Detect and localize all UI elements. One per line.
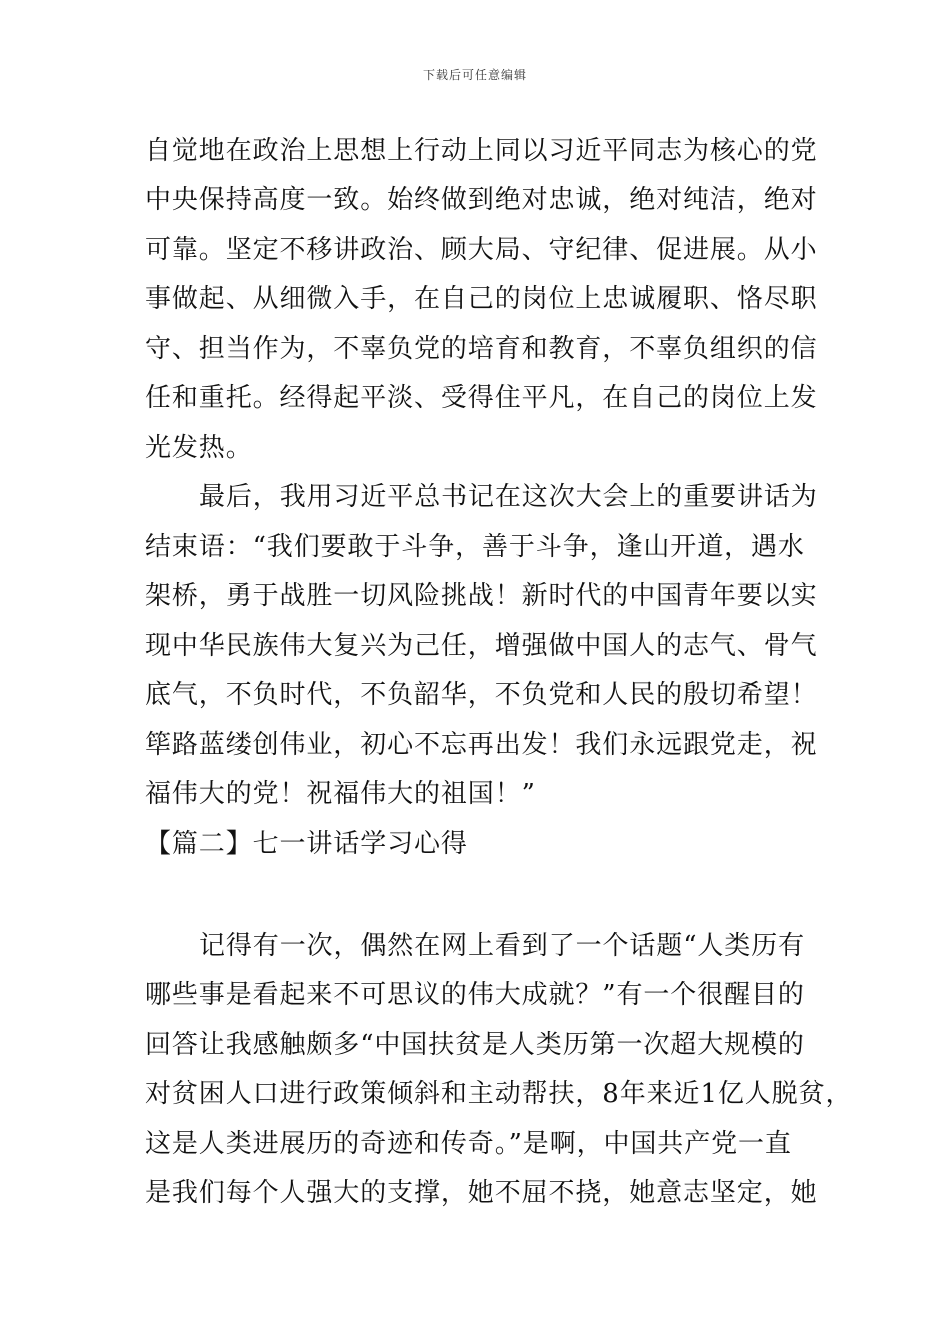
- text-line: 光发热。: [145, 433, 253, 463]
- section-heading: 【篇二】七一讲话学习心得: [145, 829, 468, 859]
- text-line: 底气，不负时代，不负韶华，不负党和人民的殷切希望！: [145, 680, 818, 710]
- text-line: 是我们每个人强大的支撑，她不屈不挠，她意志坚定，她: [145, 1178, 818, 1208]
- text-line: 哪些事是看起来不可思议的伟大成就？”有一个很醒目的: [145, 980, 805, 1010]
- text-line: 筚路蓝缕创伟业，初心不忘再出发！我们永远跟党走，祝: [145, 730, 818, 760]
- text-line: 守、担当作为，不辜负党的培育和教育，不辜负组织的信: [145, 334, 818, 364]
- text-line: 这是人类进展历的奇迹和传奇。”是啊，中国共产党一直: [145, 1129, 792, 1159]
- text-line: 福伟大的党！祝福伟大的祖国！”: [145, 779, 536, 809]
- text-line: 可靠。坚定不移讲政治、顾大局、守纪律、促进展。从小: [145, 235, 818, 265]
- text-line: 自觉地在政治上思想上行动上同以习近平同志为核心的党: [145, 136, 818, 166]
- page-header: 下载后可任意编辑: [422, 68, 527, 82]
- paragraph-start-line: 记得有一次，偶然在网上看到了一个话题“人类历有: [199, 931, 805, 961]
- text-line: 中央保持高度一致。始终做到绝对忠诚，绝对纯洁，绝对: [145, 185, 818, 215]
- text-line: 对贫困人口进行政策倾斜和主动帮扶，8年来近1亿人脱贫，: [145, 1079, 853, 1109]
- paragraph-start-line: 最后，我用习近平总书记在这次大会上的重要讲话为: [199, 482, 818, 512]
- text-line: 结束语：“我们要敢于斗争，善于斗争，逢山开道，遇水: [145, 532, 805, 562]
- text-line: 架桥，勇于战胜一切风险挑战！新时代的中国青年要以实: [145, 581, 818, 611]
- text-line: 现中华民族伟大复兴为己任，增强做中国人的志气、骨气: [145, 631, 818, 661]
- text-line: 事做起、从细微入手，在自己的岗位上忠诚履职、恪尽职: [145, 284, 818, 314]
- text-line: 回答让我感触颇多“中国扶贫是人类历第一次超大规模的: [145, 1030, 805, 1060]
- text-line: 任和重托。经得起平淡、受得住平凡，在自己的岗位上发: [145, 383, 818, 413]
